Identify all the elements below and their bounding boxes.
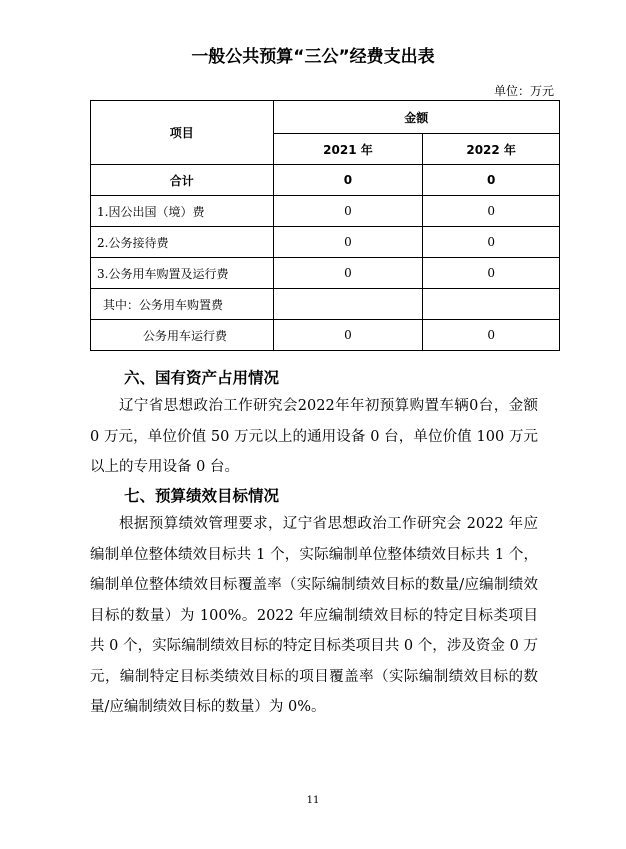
header-2022: 2022 年 (423, 134, 560, 165)
row-value-2022 (423, 289, 560, 320)
row-value-2022: 0 (423, 258, 560, 289)
row-value-2021 (273, 289, 423, 320)
row-value-2021: 0 (273, 320, 423, 351)
row-label: 其中：公务用车购置费 (91, 289, 274, 320)
row-label: 1.因公出国（境）费 (91, 196, 274, 227)
row-value-2021: 0 (273, 196, 423, 227)
table-header-row (91, 101, 560, 134)
unit-label: 单位：万元 (493, 84, 554, 98)
row-value-2022: 0 (423, 165, 560, 196)
table-row (91, 165, 560, 196)
section-7-heading: 七、预算绩效目标情况 (124, 487, 280, 505)
row-value-2021: 0 (273, 258, 423, 289)
row-label: 公务用车运行费 (91, 320, 274, 351)
table-row (91, 227, 560, 258)
header-2021: 2021 年 (273, 134, 423, 165)
row-label: 3.公务用车购置及运行费 (91, 258, 274, 289)
three-public-expenses-table (90, 100, 560, 351)
row-value-2021: 0 (273, 227, 423, 258)
row-value-2022: 0 (423, 320, 560, 351)
table-row (91, 196, 560, 227)
row-value-2021: 0 (273, 165, 423, 196)
row-label: 2.公务接待费 (91, 227, 274, 258)
table-row (91, 289, 560, 320)
table-row (91, 258, 560, 289)
table-row (91, 320, 560, 351)
section-6-heading: 六、国有资产占用情况 (124, 369, 280, 387)
row-value-2022: 0 (423, 196, 560, 227)
section-6-paragraph: 辽宁省思想政治工作研究会2022年年初预算购置车辆0台，金额 0 万元，单位价值 50 万元以上的通用设备 0 台，单位价值 100 万元以上的专用设备 0 台。 (90, 398, 538, 475)
row-value-2022: 0 (423, 227, 560, 258)
page-number: 11 (306, 795, 320, 806)
header-amount: 金额 (273, 101, 559, 134)
header-item: 项目 (91, 101, 274, 165)
row-label: 合计 (91, 165, 274, 196)
page-title: 一般公共预算“三公”经费支出表 (191, 47, 435, 67)
section-7-paragraph: 根据预算绩效管理要求，辽宁省思想政治工作研究会 2022 年应编制单位整体绩效目标共 1 个，实际编制单位整体绩效目标共 1 个，编制单位整体绩效目标覆盖率（实际编制绩效目标的数量/应编制绩效目标的数量）为 100%。2022 年应编制绩效目标的特定目标类项目共 0 个，实际编制绩效目标的特定目标类项目共 0 个，涉及资金 0 万元，编制特定目标类绩效目标的项目覆盖率（实际编制绩效目标的数量/应编制绩效目标的数量）为 0%。 (90, 516, 538, 715)
